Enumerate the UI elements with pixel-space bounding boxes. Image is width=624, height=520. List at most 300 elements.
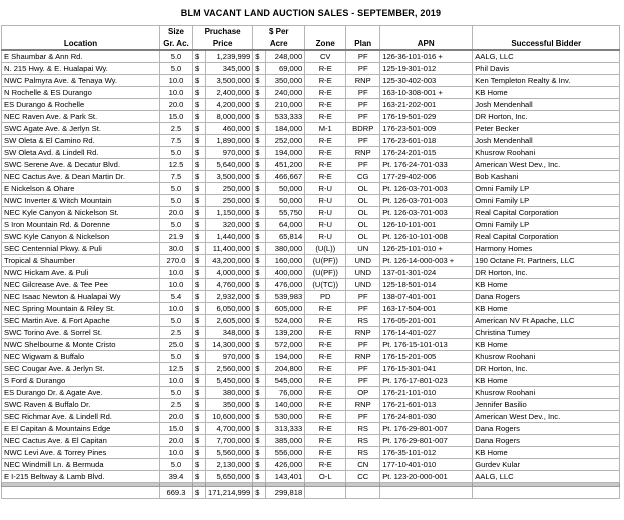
cell-bidder: Khusrow Roohani [473,147,620,159]
cell-per-acre-currency: $ [253,63,266,75]
cell-zone: R-E [305,399,346,411]
cell-location: NEC Gilcrease Ave. & Tee Pee [2,279,160,291]
cell-zone: O-L [305,471,346,483]
cell-price-currency: $ [193,111,206,123]
table-row [2,399,620,411]
cell-zone: R-E [305,111,346,123]
cell-location: SWC Raven & Buffalo Dr. [2,399,160,411]
cell-apn: 163-10-308-001 + [380,87,473,99]
cell-per-acre: 50,000 [266,195,305,207]
header-size: Gr. Ac. [160,38,193,50]
cell-per-acre-currency: $ [253,351,266,363]
cell-per-acre: 530,000 [266,411,305,423]
cell-size: 15.0 [160,111,193,123]
total-bidder [473,487,620,499]
cell-plan: UND [346,267,380,279]
cell-plan: RNP [346,351,380,363]
header-per-acre: Acre [253,38,305,50]
header-plan-top [346,26,380,39]
cell-price: 460,000 [206,123,253,135]
cell-per-acre: 539,983 [266,291,305,303]
cell-per-acre: 451,200 [266,159,305,171]
cell-bidder: Dana Rogers [473,435,620,447]
cell-apn: Pt. 126-10-101-008 [380,231,473,243]
cell-plan: PF [346,159,380,171]
cell-bidder: Omni Family LP [473,195,620,207]
cell-price: 5,650,000 [206,471,253,483]
cell-bidder: KB Home [473,279,620,291]
total-per-acre-currency: $ [253,487,266,499]
cell-price: 1,150,000 [206,207,253,219]
cell-per-acre-currency: $ [253,87,266,99]
cell-apn: 125-19-301-012 [380,63,473,75]
cell-location: SEC Centennial Pkwy. & Puli [2,243,160,255]
cell-price: 1,890,000 [206,135,253,147]
cell-per-acre-currency: $ [253,219,266,231]
cell-price-currency: $ [193,471,206,483]
cell-per-acre: 65,814 [266,231,305,243]
cell-zone: R-E [305,99,346,111]
table-row [2,291,620,303]
cell-price: 2,605,000 [206,315,253,327]
cell-zone: R-E [305,339,346,351]
cell-price: 345,000 [206,63,253,75]
cell-size: 30.0 [160,243,193,255]
cell-plan: RNP [346,399,380,411]
cell-location: SWC Agate Ave. & Jerlyn St. [2,123,160,135]
cell-price-currency: $ [193,315,206,327]
cell-apn: Pt. 126-03-701-003 [380,207,473,219]
cell-location: NWC Inverter & Witch Mountain [2,195,160,207]
cell-per-acre: 313,333 [266,423,305,435]
cell-zone: R-E [305,447,346,459]
cell-location: S Iron Mountain Rd. & Dorenne [2,219,160,231]
cell-plan: PF [346,135,380,147]
cell-per-acre: 605,000 [266,303,305,315]
auction-sales-table [1,25,620,499]
cell-size: 2.5 [160,327,193,339]
table-row [2,99,620,111]
cell-zone: R-E [305,75,346,87]
table-body [2,50,620,483]
cell-zone: R-E [305,315,346,327]
cell-bidder: Jennifer Basilio [473,399,620,411]
cell-plan: PF [346,303,380,315]
cell-price-currency: $ [193,231,206,243]
cell-price: 4,000,000 [206,267,253,279]
cell-location: Tropical & Shaumber [2,255,160,267]
cell-per-acre: 204,800 [266,363,305,375]
cell-apn: Pt. 176-15-101-013 [380,339,473,351]
cell-per-acre-currency: $ [253,471,266,483]
cell-zone: R-E [305,363,346,375]
cell-bidder: Real Capital Corporation [473,231,620,243]
cell-plan: PF [346,87,380,99]
cell-apn: 176-23-501-009 [380,123,473,135]
cell-plan: UND [346,255,380,267]
cell-apn: 163-21-202-001 [380,99,473,111]
cell-per-acre: 140,000 [266,399,305,411]
cell-price: 2,560,000 [206,363,253,375]
cell-zone: (U(L)) [305,243,346,255]
table-row [2,219,620,231]
cell-apn: 176-24-801-030 [380,411,473,423]
table-row [2,363,620,375]
cell-price-currency: $ [193,327,206,339]
cell-apn: 125-18-501-014 [380,279,473,291]
table-row [2,111,620,123]
cell-price: 43,200,000 [206,255,253,267]
cell-plan: PF [346,291,380,303]
cell-location: E Nickelson & Ohare [2,183,160,195]
cell-per-acre: 50,000 [266,183,305,195]
totals-label [2,487,160,499]
cell-price: 5,560,000 [206,447,253,459]
totals-row [2,487,620,499]
cell-per-acre-currency: $ [253,207,266,219]
table-row [2,375,620,387]
cell-price-currency: $ [193,171,206,183]
cell-size: 10.0 [160,87,193,99]
cell-price-currency: $ [193,387,206,399]
cell-bidder: Omni Family LP [473,183,620,195]
cell-apn: 126-36-101-016 + [380,50,473,63]
cell-price: 3,500,000 [206,75,253,87]
cell-price-currency: $ [193,99,206,111]
cell-bidder: Dana Rogers [473,423,620,435]
cell-per-acre: 76,000 [266,387,305,399]
total-size: 669.3 [160,487,193,499]
cell-price: 4,700,000 [206,423,253,435]
cell-price: 8,000,000 [206,111,253,123]
cell-apn: Pt. 176-29-801-007 [380,435,473,447]
cell-plan: PF [346,411,380,423]
cell-per-acre-currency: $ [253,375,266,387]
cell-per-acre-currency: $ [253,291,266,303]
cell-plan: PF [346,339,380,351]
cell-size: 10.0 [160,267,193,279]
cell-location: NEC Raven Ave. & Park St. [2,111,160,123]
cell-plan: PF [346,99,380,111]
cell-apn: 126-25-101-010 + [380,243,473,255]
cell-bidder: Gurdev Kular [473,459,620,471]
table-row [2,195,620,207]
header-zone-top [305,26,346,39]
cell-per-acre: 194,000 [266,147,305,159]
cell-location: NEC Cactus Ave. & El Capitan [2,435,160,447]
cell-location: SWC Torino Ave. & Sorrel St. [2,327,160,339]
cell-plan: RS [346,447,380,459]
cell-bidder: DR Horton, Inc. [473,111,620,123]
cell-zone: CV [305,50,346,63]
cell-price: 5,640,000 [206,159,253,171]
cell-location: E Shaumbar & Ann Rd. [2,50,160,63]
total-price-currency: $ [193,487,206,499]
cell-price: 7,700,000 [206,435,253,447]
cell-price: 2,400,000 [206,87,253,99]
cell-size: 5.0 [160,183,193,195]
cell-size: 20.0 [160,207,193,219]
header-per-acre-top: $ Per [253,26,305,39]
cell-apn: 176-21-601-013 [380,399,473,411]
cell-per-acre: 184,000 [266,123,305,135]
table-row [2,207,620,219]
table-row [2,471,620,483]
cell-size: 7.5 [160,171,193,183]
cell-per-acre-currency: $ [253,147,266,159]
cell-price-currency: $ [193,291,206,303]
cell-plan: PF [346,375,380,387]
cell-apn: 163-17-504-001 [380,303,473,315]
cell-bidder: KB Home [473,447,620,459]
cell-size: 5.4 [160,291,193,303]
cell-zone: PD [305,291,346,303]
cell-apn: 137-01-301-024 [380,267,473,279]
table-row [2,315,620,327]
cell-price-currency: $ [193,423,206,435]
cell-size: 5.0 [160,387,193,399]
table-row [2,75,620,87]
cell-per-acre-currency: $ [253,99,266,111]
cell-per-acre: 210,000 [266,99,305,111]
cell-price: 348,000 [206,327,253,339]
cell-plan: RNP [346,327,380,339]
cell-apn: 176-05-201-001 [380,315,473,327]
cell-price-currency: $ [193,63,206,75]
cell-location: NWC Levi Ave. & Torrey Pines [2,447,160,459]
cell-per-acre: 240,000 [266,87,305,99]
table-row [2,147,620,159]
table-row [2,171,620,183]
cell-zone: R-E [305,387,346,399]
table-row [2,303,620,315]
cell-zone: R-E [305,147,346,159]
cell-zone: M-1 [305,123,346,135]
cell-price: 970,000 [206,147,253,159]
cell-price-currency: $ [193,363,206,375]
cell-plan: PF [346,111,380,123]
cell-location: ES Durango Dr. & Agate Ave. [2,387,160,399]
cell-location: ES Durango & Rochelle [2,99,160,111]
cell-bidder: DR Horton, Inc. [473,363,620,375]
cell-per-acre: 160,000 [266,255,305,267]
header-bidder-top [473,26,620,39]
cell-price: 5,450,000 [206,375,253,387]
cell-size: 20.0 [160,411,193,423]
table-row [2,50,620,63]
cell-location: NWC Palmyra Ave. & Tenaya Wy. [2,75,160,87]
cell-price-currency: $ [193,411,206,423]
cell-per-acre: 556,000 [266,447,305,459]
table-row [2,243,620,255]
cell-size: 5.0 [160,459,193,471]
cell-zone: R-E [305,63,346,75]
cell-bidder: American West Dev., Inc. [473,411,620,423]
cell-price-currency: $ [193,195,206,207]
cell-zone: R-E [305,435,346,447]
cell-plan: CN [346,459,380,471]
cell-price: 250,000 [206,183,253,195]
cell-size: 5.0 [160,147,193,159]
cell-size: 39.4 [160,471,193,483]
cell-location: NEC Isaac Newton & Hualapai Wy [2,291,160,303]
cell-price-currency: $ [193,75,206,87]
cell-location: SW Oleta & El Camino Rd. [2,135,160,147]
cell-bidder: Phil Davis [473,63,620,75]
cell-zone: R-U [305,183,346,195]
cell-price-currency: $ [193,375,206,387]
cell-size: 10.0 [160,375,193,387]
header-bidder: Successful Bidder [473,38,620,50]
cell-price: 2,932,000 [206,291,253,303]
cell-price-currency: $ [193,339,206,351]
cell-apn: Pt. 176-29-801-007 [380,423,473,435]
cell-bidder: Josh Mendenhall [473,135,620,147]
cell-price-currency: $ [193,435,206,447]
cell-per-acre-currency: $ [253,447,266,459]
cell-plan: RS [346,315,380,327]
cell-per-acre-currency: $ [253,279,266,291]
cell-price: 1,440,000 [206,231,253,243]
header-apn: APN [380,38,473,50]
cell-per-acre: 350,000 [266,75,305,87]
cell-size: 10.0 [160,303,193,315]
cell-price-currency: $ [193,255,206,267]
cell-price-currency: $ [193,147,206,159]
cell-apn: 125-30-402-003 [380,75,473,87]
cell-price: 3,500,000 [206,171,253,183]
cell-bidder: Bob Kashani [473,171,620,183]
table-row [2,87,620,99]
cell-per-acre-currency: $ [253,435,266,447]
total-plan [346,487,380,499]
cell-price: 970,000 [206,351,253,363]
cell-bidder: Josh Mendenhall [473,99,620,111]
cell-bidder: Ken Templeton Realty & Inv. [473,75,620,87]
table-row [2,159,620,171]
table-row [2,447,620,459]
cell-zone: (U(PF)) [305,267,346,279]
cell-bidder: AALG, LLC [473,471,620,483]
cell-per-acre: 545,000 [266,375,305,387]
cell-zone: R-E [305,135,346,147]
cell-plan: CC [346,471,380,483]
cell-location: NWC Shelbourne & Monte Cristo [2,339,160,351]
cell-apn: 176-15-201-005 [380,351,473,363]
cell-zone: R-U [305,231,346,243]
cell-per-acre-currency: $ [253,123,266,135]
header-plan: Plan [346,38,380,50]
cell-zone: R-E [305,159,346,171]
cell-plan: RNP [346,75,380,87]
cell-location: E El Capitan & Mountains Edge [2,423,160,435]
cell-zone: R-E [305,459,346,471]
cell-per-acre-currency: $ [253,303,266,315]
cell-plan: CG [346,171,380,183]
cell-size: 5.0 [160,50,193,63]
cell-zone: R-U [305,219,346,231]
cell-per-acre-currency: $ [253,243,266,255]
cell-price: 10,600,000 [206,411,253,423]
cell-zone: R-E [305,411,346,423]
cell-price-currency: $ [193,219,206,231]
cell-per-acre: 69,000 [266,63,305,75]
cell-per-acre: 380,000 [266,243,305,255]
cell-price-currency: $ [193,243,206,255]
cell-per-acre-currency: $ [253,50,266,63]
cell-per-acre-currency: $ [253,387,266,399]
table-row [2,423,620,435]
total-per-acre: 299,818 [266,487,305,499]
cell-location: NWC Hickam Ave. & Puli [2,267,160,279]
cell-zone: R-E [305,87,346,99]
table-row [2,339,620,351]
cell-apn: 176-19-501-029 [380,111,473,123]
header-location: Location [2,38,160,50]
table-row [2,255,620,267]
cell-price: 2,130,000 [206,459,253,471]
cell-price: 380,000 [206,387,253,399]
cell-bidder: Peter Becker [473,123,620,135]
cell-per-acre: 194,000 [266,351,305,363]
cell-location: SEC Martin Ave. & Fort Apache [2,315,160,327]
cell-per-acre: 466,667 [266,171,305,183]
cell-plan: OL [346,195,380,207]
cell-apn: 138-07-401-001 [380,291,473,303]
cell-per-acre-currency: $ [253,231,266,243]
cell-bidder: KB Home [473,87,620,99]
cell-per-acre-currency: $ [253,183,266,195]
cell-per-acre-currency: $ [253,411,266,423]
cell-per-acre: 248,000 [266,50,305,63]
cell-size: 5.0 [160,351,193,363]
cell-apn: 176-23-601-018 [380,135,473,147]
cell-apn: 126-10-101-001 [380,219,473,231]
cell-per-acre-currency: $ [253,159,266,171]
cell-size: 20.0 [160,435,193,447]
cell-bidder: KB Home [473,339,620,351]
cell-price: 6,050,000 [206,303,253,315]
cell-plan: PF [346,63,380,75]
table-row [2,351,620,363]
cell-apn: Pt. 176-17-801-023 [380,375,473,387]
cell-location: NEC Spring Mountain & Riley St. [2,303,160,315]
report-title: BLM VACANT LAND AUCTION SALES - SEPTEMBER, 2019 [180,8,442,18]
cell-apn: 177-10-401-010 [380,459,473,471]
cell-per-acre: 426,000 [266,459,305,471]
total-apn [380,487,473,499]
cell-size: 2.5 [160,123,193,135]
header-location-top [2,26,160,39]
cell-size: 7.5 [160,135,193,147]
cell-size: 12.5 [160,159,193,171]
cell-bidder: Dana Rogers [473,291,620,303]
cell-size: 15.0 [160,423,193,435]
cell-location: N Rochelle & ES Durango [2,87,160,99]
header-apn-top [380,26,473,39]
table-row [2,267,620,279]
cell-apn: Pt. 176-24-701-033 [380,159,473,171]
header-price: Price [193,38,253,50]
cell-size: 5.0 [160,195,193,207]
cell-price-currency: $ [193,183,206,195]
cell-per-acre-currency: $ [253,171,266,183]
cell-per-acre-currency: $ [253,75,266,87]
cell-apn: Pt. 126-03-701-003 [380,195,473,207]
cell-per-acre-currency: $ [253,135,266,147]
cell-location: NEC Wigwam & Buffalo [2,351,160,363]
header-zone: Zone [305,38,346,50]
